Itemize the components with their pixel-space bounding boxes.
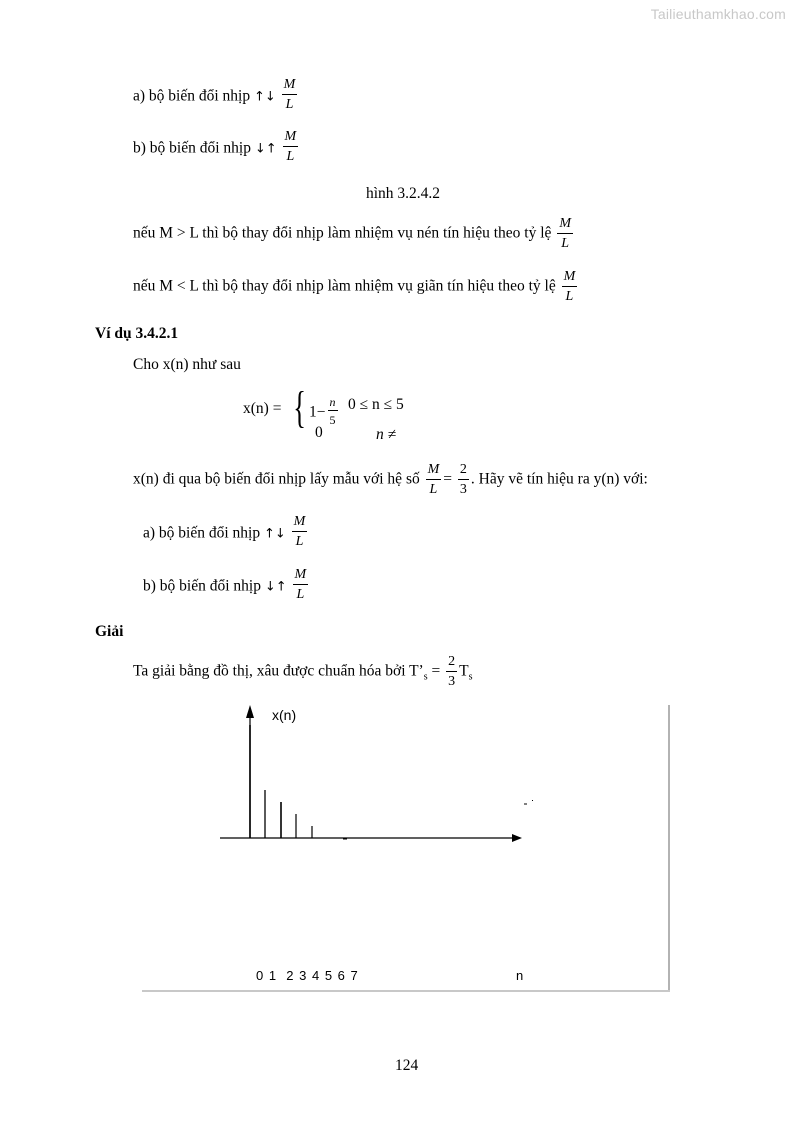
ratio-fraction: $\frac{M}{L}$ — [563, 269, 576, 304]
up-down-arrows-icon: ↑↓ — [263, 526, 286, 542]
ratio-fraction: $\frac{M}{L}$ — [283, 77, 296, 112]
formula-case2-expr: 0 — [315, 424, 323, 441]
up-down-arrows-icon: ↑↓ — [253, 89, 276, 105]
watermark: Tailieuthamkhao.com — [650, 6, 786, 22]
formula-lhs: x(n) = — [243, 400, 282, 417]
graph-x-label: n — [516, 968, 524, 983]
intro-item-a — [133, 77, 299, 114]
formula-case1-condition: 0 ≤ n ≤ 5 — [348, 396, 404, 413]
brace-icon: { — [293, 383, 306, 432]
example-heading: Ví dụ 3.4.2.1 — [95, 325, 179, 342]
solution-heading: Giải — [95, 623, 124, 640]
ratio-fraction: $\frac{M}{L}$ — [284, 129, 297, 164]
x-axis-arrow-icon — [512, 834, 522, 842]
solution-text: Ta giải bằng đồ thị, xâu được chuẩn hóa bởi $T’_s$ = $\frac{2}{3}$ $T_s$ — [133, 654, 473, 689]
condition-expand: nếu M < L thì bộ thay đổi nhịp làm nhiệm vụ giãn tín hiệu theo tỷ lệ $\frac{M}{L}$ — [133, 269, 576, 304]
intro-item-b — [133, 129, 300, 166]
figure-caption: hình 3.2.4.2 — [366, 185, 441, 202]
graph-y-label: x(n) — [272, 707, 297, 723]
graph-tick-labels: 0 1 2 3 4 5 6 7 — [256, 968, 359, 983]
example-given: Cho x(n) như sau — [133, 356, 241, 373]
example-item-b: b) bộ biến đổi nhịp ↓↑ $\frac{M}{L}$ — [143, 567, 307, 602]
condition-compress: nếu M > L thì bộ thay đổi nhịp làm nhiệm vụ nén tín hiệu theo tỷ lệ $\frac{M}{L}$ — [133, 216, 571, 251]
down-up-arrows-icon: ↓↑ — [254, 141, 277, 157]
formula-case1-expr: 1− $\frac{n}{5}$ — [309, 395, 336, 427]
stray-dot — [532, 800, 533, 801]
example-statement: x(n) đi qua bộ biến đổi nhịp lấy mẫu với hệ số $\frac{M}{L}$ = $\frac{2}{3}$ . Hãy vẽ tín hiệu ra y(n) với: — [133, 462, 648, 497]
example-item-a: a) bộ biến đổi nhịp ↑↓ $\frac{M}{L}$ — [143, 514, 306, 549]
ratio-fraction: $\frac{M}{L}$ — [559, 216, 571, 251]
down-up-arrows-icon: ↓↑ — [264, 579, 287, 595]
intro-item-b-text: b) bộ biến đổi nhịp — [133, 139, 255, 157]
y-axis-arrow-icon — [246, 705, 254, 718]
page-number: 124 — [395, 1057, 419, 1074]
formula-case2-condition: n ≠ — [376, 426, 397, 443]
intro-item-a-text: a) bộ biến đổi nhịp — [133, 87, 254, 105]
